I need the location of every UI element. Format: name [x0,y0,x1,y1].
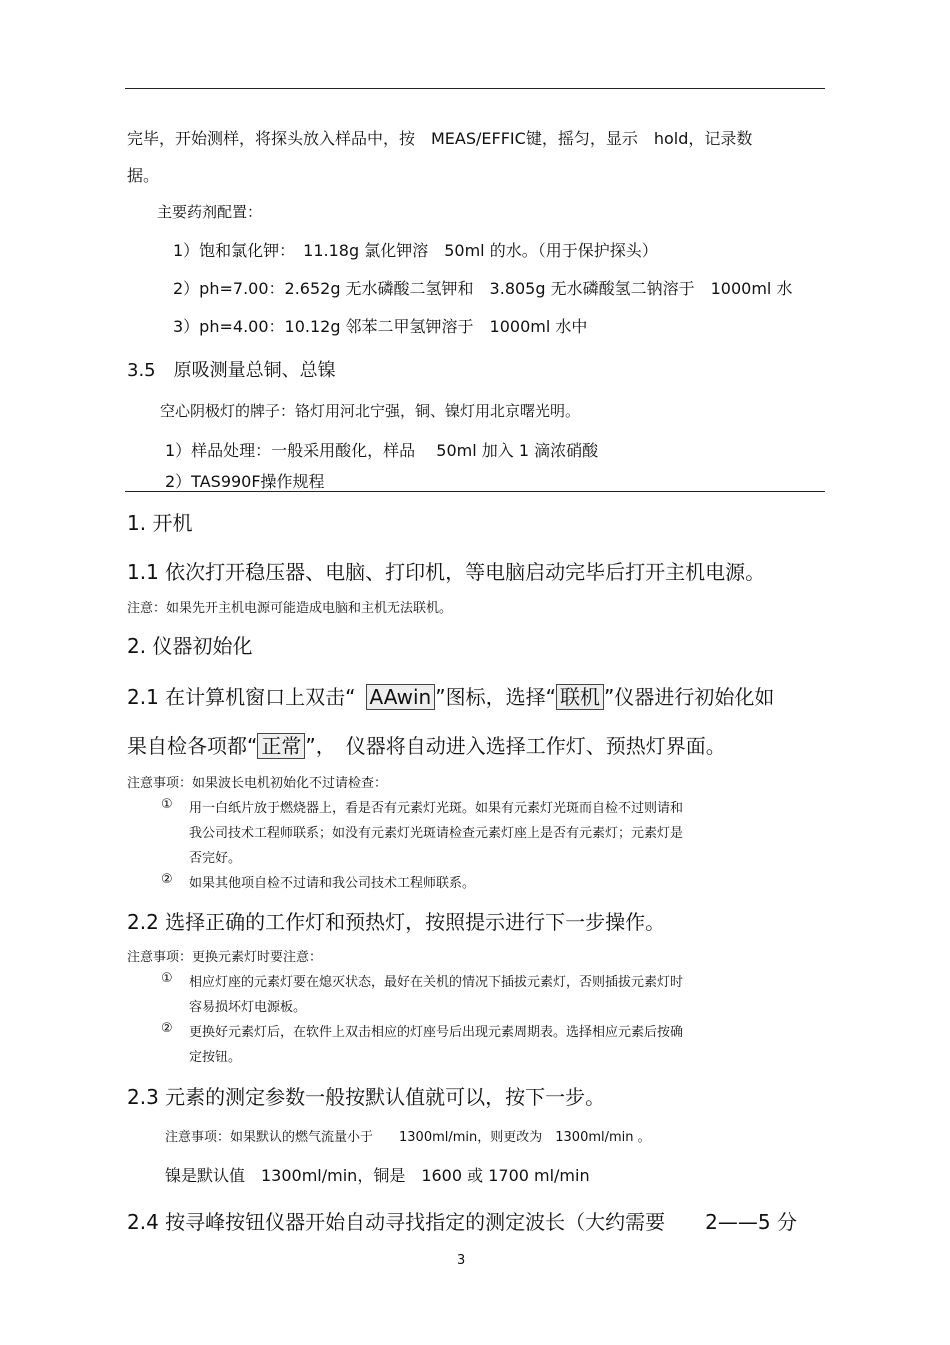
step-2-1-text-b: ”图标，选择“ [435,685,556,709]
intro-line-2: 据。 [127,166,160,185]
default-values: 镍是默认值 1300ml/min，铜是 1600 或 1700 ml/min [165,1166,590,1185]
lamp-brands: 空心阴极灯的牌子：铬灯用河北宁强，铜、镍灯用北京曙光明。 [160,402,581,420]
online-option-label: 联机 [556,684,604,710]
step-2-4: 2.4 按寻峰按钮仪器开始自动寻找指定的测定波长（大约需要 2——5 分 [127,1210,797,1234]
reagents-heading: 主要药剂配置： [157,203,263,221]
reagent-item-3: 3）ph=4.00：10.12g 邻苯二甲氢钾溶于 1000ml 水中 [173,317,588,336]
step-2-3: 2.3 元素的测定参数一般按默认值就可以，按下一步。 [127,1085,606,1109]
normal-status-label: 正常 [257,733,305,759]
note-2-3: 注意事项：如果默认的燃气流量小于 1300ml/min，则更改为 1300ml/min 。 [165,1130,651,1145]
note-2-2-item-1-line-2: 容易损坏灯电源板。 [189,1000,307,1015]
note-2-1-item-1-line-1: 用一白纸片放于燃烧器上，看是否有元素灯光斑。如果有元素灯光斑而自检不过则请和 [189,801,684,816]
sample-treatment: 1）样品处理：一般采用酸化，样品 50ml 加入 1 滴浓硝酸 [165,441,599,460]
note-2-1-item-1-line-3: 否完好。 [189,851,242,866]
step-2-2: 2.2 选择正确的工作灯和预热灯，按照提示进行下一步操作。 [127,910,666,934]
page-number: 3 [457,1253,466,1268]
step-2-1-line-2 [127,730,726,759]
step-2-1-line-1 [127,681,774,710]
step-2-1-text-d: 果自检各项都“ [127,734,258,758]
note-2-1-item-2-line-1: 如果其他项自检不过请和我公司技术工程师联系。 [189,876,476,891]
section-3-5-title: 3.5 原吸测量总铜、总镍 [127,360,336,381]
section-1-title: 1. 开机 [127,511,193,535]
section-2-title: 2. 仪器初始化 [127,634,253,658]
note-2-2-item-2-line-1: 更换好元素灯后，在软件上双击相应的灯座号后出现元素周期表。选择相应元素后按确 [189,1025,684,1040]
step-1-1: 1.1 依次打开稳压器、电脑、打印机，等电脑启动完毕后打开主机电源。 [127,560,766,584]
note-2-2-item-2-line-2: 定按钮。 [189,1050,242,1065]
step-2-1-text-c: ”仪器进行初始化如 [603,685,775,709]
note-2-2-marker-2: ② [161,1021,173,1036]
step-2-1-text-a: 2.1 在计算机窗口上双击“ [127,685,356,709]
step-2-1-text-e: ”， 仪器将自动进入选择工作灯、预热灯界面。 [305,734,726,758]
intro-line-1: 完毕，开始测样，将探头放入样品中，按 MEAS/EFFIC键，摇匀，显示 hold，记录数 [127,129,753,148]
tas990-procedure: 2）TAS990F操作规程 [165,472,325,491]
reagent-item-2: 2）ph=7.00：2.652g 无水磷酸二氢钾和 3.805g 无水磷酸氢二钠溶于 1000ml 水 [173,279,793,298]
note-2-2-heading: 注意事项：更换元素灯时要注意： [127,950,323,965]
aawin-icon-label: AAwin [366,684,436,710]
note-2-1-marker-1: ① [161,797,173,812]
reagent-item-1: 1）饱和氯化钾： 11.18g 氯化钾溶 50ml 的水。（用于保护探头） [173,241,658,260]
note-2-1-heading: 注意事项：如果波长电机初始化不过请检查： [127,776,388,791]
section-rule [125,491,825,492]
note-2-1-item-1-line-2: 我公司技术工程师联系；如没有元素灯光斑请检查元素灯座上是否有元素灯；元素灯是 [189,826,684,841]
note-2-2-marker-1: ① [161,971,173,986]
note-2-1-marker-2: ② [161,872,173,887]
header-rule [125,88,825,89]
note-2-2-item-1-line-1: 相应灯座的元素灯要在熄灭状态，最好在关机的情况下插拔元素灯，否则插拔元素灯时 [189,975,684,990]
note-1-1: 注意：如果先开主机电源可能造成电脑和主机无法联机。 [127,601,453,616]
